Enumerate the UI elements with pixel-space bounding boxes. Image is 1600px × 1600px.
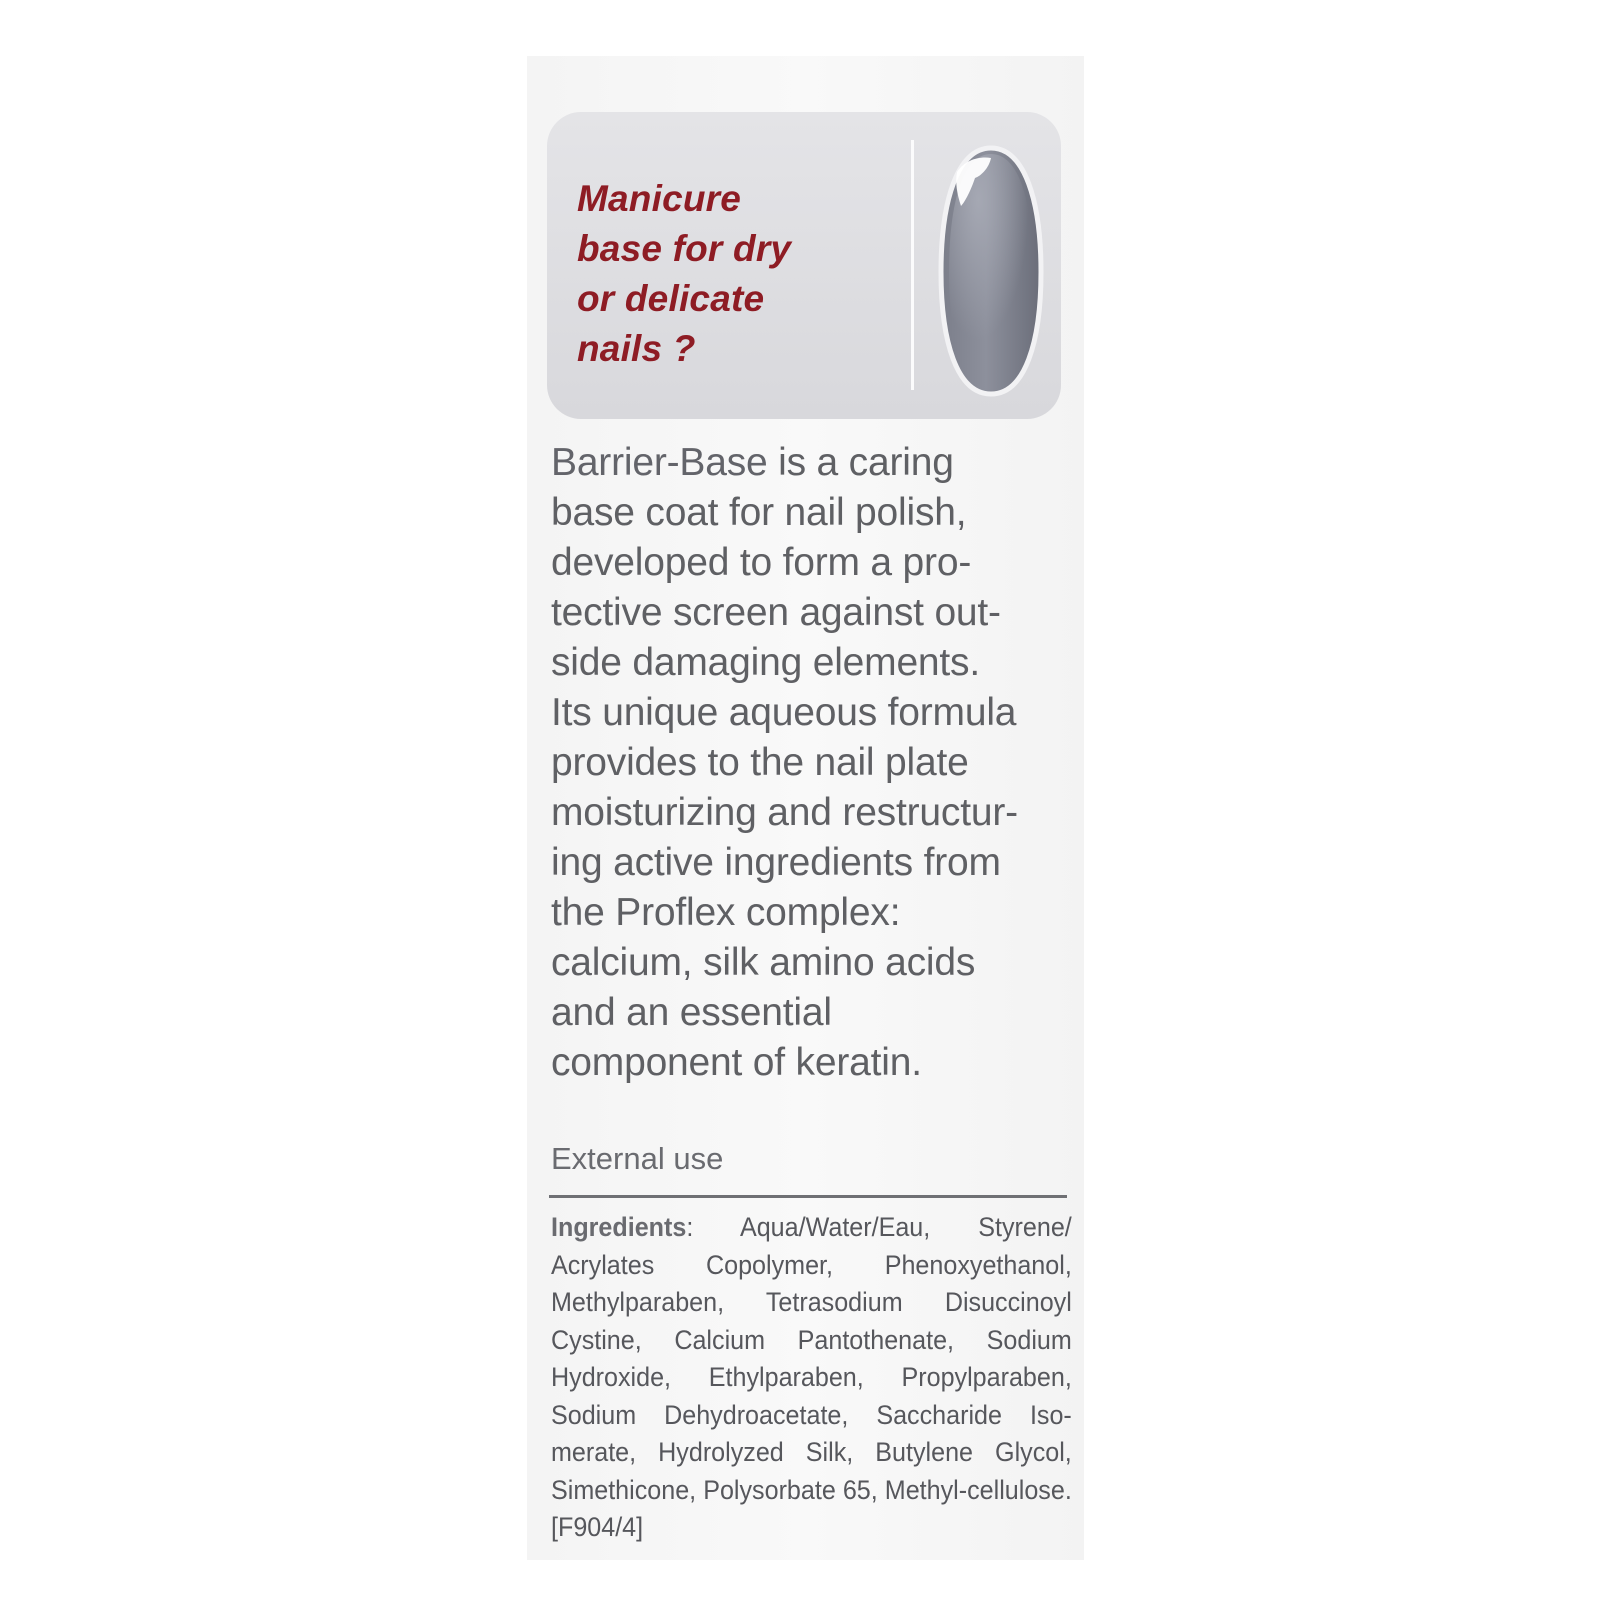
hero-divider (911, 140, 914, 390)
product-label-panel (527, 56, 1084, 1560)
ingredients-text: : Aqua/Water/Eau, Styrene/ Acrylates Copolymer, Phenoxyethanol, Methylparaben, Tetrasodium Disuccinoyl Cystine, Calcium Pantothenate, Sodium Hydroxide, Ethylparaben, Propylparaben, Sodium Dehydroacetate, Saccharide Iso-merate, Hydrolyzed Silk, Butylene Glycol, Simethicone, Polysorbate 65, Methyl-cellulose. [F904/4] (551, 1212, 1072, 1542)
section-divider (549, 1195, 1067, 1198)
description-text: is a caring base coat for nail polish, developed to form a pro- tective screen against out- side damaging elements. Its unique aqueous formula provides to the nail plate moisturizing and restructur- ing active ingredients from the Proflex complex: calcium, silk amino acids and an essential component of keratin. (551, 441, 1018, 1084)
product-description (551, 438, 1091, 1088)
usage-note: External use (551, 1141, 724, 1176)
hero-banner (547, 112, 1061, 419)
hero-title: Manicure base for dry or delicate nails ? (577, 178, 792, 369)
brand-name: Barrier-Base (551, 441, 768, 484)
nail-icon (935, 142, 1047, 402)
ingredients-label: Ingredients (551, 1212, 687, 1242)
ingredients-list (551, 1209, 1072, 1547)
